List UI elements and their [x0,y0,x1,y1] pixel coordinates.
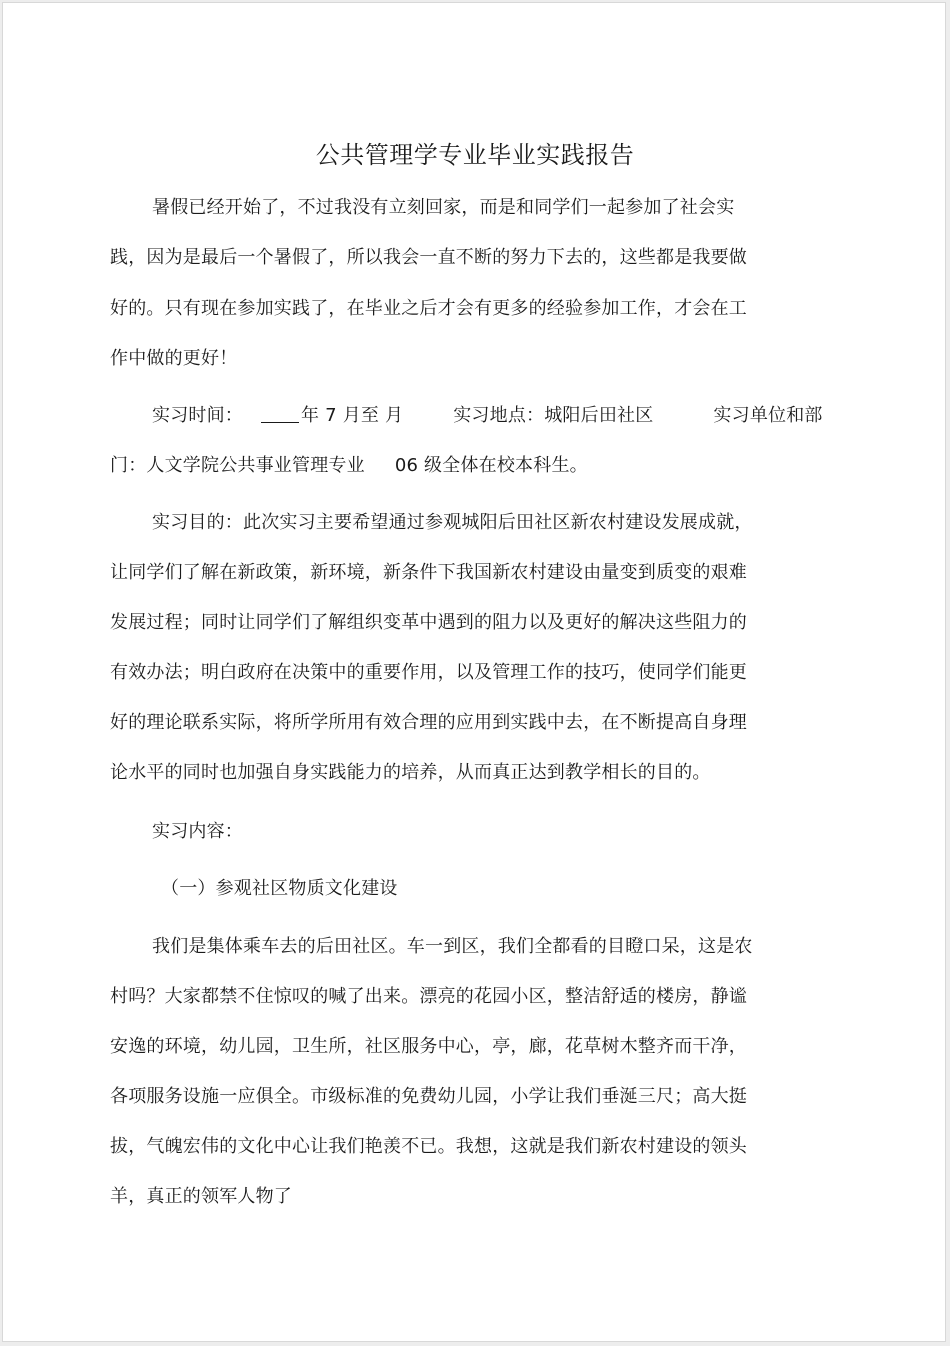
intro-line-2: 践，因为是最后一个暑假了，所以我会一直不断的努力下去的，这些都是我要做 [110,247,747,268]
internship-unit-part3: 06 级全体在校本科生。 [394,455,588,476]
document-title: 公共管理学专业毕业实践报告 [315,141,635,169]
content-label: 实习内容： [152,821,243,842]
section-1-line-1: 我们是集体乘车去的后田社区。车一到区，我们全都看的目瞪口呆，这是农 [152,936,753,957]
internship-place: 实习地点：城阳后田社区 [453,405,654,426]
time-blank [261,404,299,423]
info-line-1 [152,404,823,428]
purpose-line-1: 实习目的：此次实习主要希望通过参观城阳后田社区新农村建设发展成就， [152,512,753,533]
internship-unit-part2: 门：人文学院公共事业管理专业 [110,455,365,476]
section-1-line-3: 安逸的环境，幼儿园，卫生所，社区服务中心，亭，廊，花草树木整齐而干净， [110,1036,747,1057]
purpose-line-5: 好的理论联系实际，将所学所用有效合理的应用到实践中去，在不断提高自身理 [110,712,747,733]
internship-unit-part1: 实习单位和部 [713,405,823,426]
section-1-line-6: 羊，真正的领军人物了 [110,1186,292,1207]
section-1-line-2: 村吗？大家都禁不住惊叹的喊了出来。漂亮的花园小区，整洁舒适的楼房，静谧 [110,986,747,1007]
purpose-line-3: 发展过程；同时让同学们了解组织变革中遇到的阻力以及更好的解决这些阻力的 [110,612,747,633]
intro-line-4: 作中做的更好！ [110,348,238,369]
document-page [2,2,946,1342]
section-1-line-5: 拔，气魄宏伟的文化中心让我们艳羡不已。我想，这就是我们新农村建设的领头 [110,1136,747,1157]
internship-time-value: 年 7 月至 月 [301,405,404,426]
purpose-line-4: 有效办法；明白政府在决策中的重要作用，以及管理工作的技巧，使同学们能更 [110,662,747,683]
section-1-line-4: 各项服务设施一应俱全。市级标准的免费幼儿园，小学让我们垂涎三尺；高大挺 [110,1086,747,1107]
internship-time-label: 实习时间： [152,405,243,426]
info-line-2 [110,454,588,478]
section-1-heading: （一）参观社区物质文化建设 [161,878,398,899]
intro-line-3: 好的。只有现在参加实践了，在毕业之后才会有更多的经验参加工作，才会在工 [110,298,747,319]
purpose-line-6: 论水平的同时也加强自身实践能力的培养，从而真正达到教学相长的目的。 [110,762,711,783]
purpose-line-2: 让同学们了解在新政策，新环境，新条件下我国新农村建设由量变到质变的艰难 [110,562,747,583]
intro-line-1: 暑假已经开始了，不过我没有立刻回家，而是和同学们一起参加了社会实 [152,197,735,218]
